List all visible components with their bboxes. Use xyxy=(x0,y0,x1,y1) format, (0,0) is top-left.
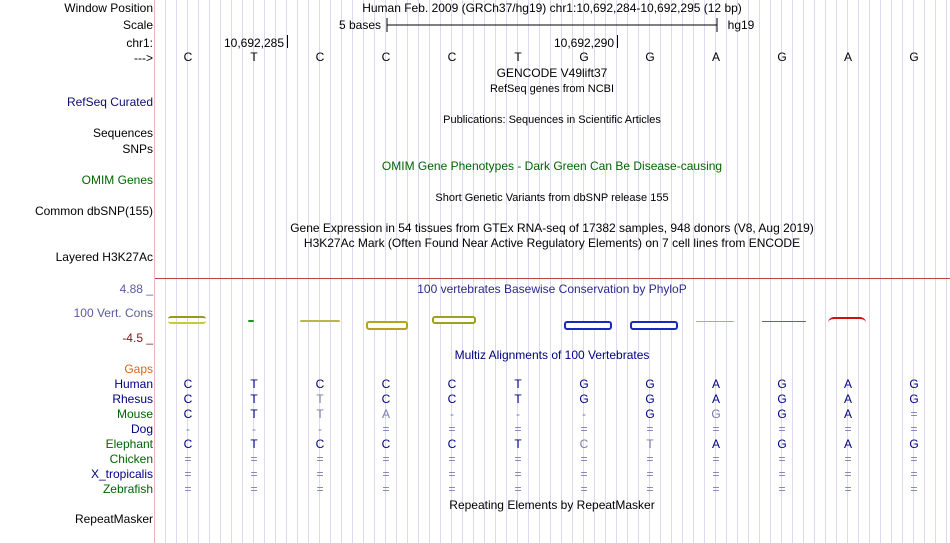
alignment-base: A xyxy=(843,377,852,391)
coordinate-1-tick xyxy=(287,35,288,48)
alignment-base: C xyxy=(447,437,457,451)
grid-line xyxy=(814,0,815,543)
gtex-track-title[interactable]: Gene Expression in 54 tissues from GTEx RNA-seq of 17382 samples, 948 donors (V8, Aug 2019) xyxy=(290,221,814,235)
reference-base: G xyxy=(579,50,589,64)
conservation-logo-4 xyxy=(366,321,408,330)
alignment-base: = xyxy=(448,467,456,481)
reference-base: A xyxy=(843,50,852,64)
conservation-track-label[interactable]: 100 Vert. Cons xyxy=(73,306,153,320)
phylop-track-title[interactable]: 100 vertebrates Basewise Conservation by PhyloP xyxy=(417,282,687,296)
grid-line xyxy=(407,0,408,543)
alignment-base: = xyxy=(514,467,522,481)
alignment-base: = xyxy=(580,422,588,436)
alignment-base: C xyxy=(183,377,193,391)
gaps-label[interactable]: Gaps xyxy=(124,362,153,376)
alignment-base: T xyxy=(316,407,324,421)
conservation-logo-10 xyxy=(828,317,866,323)
alignment-base: = xyxy=(712,482,720,496)
grid-line xyxy=(902,0,903,543)
alignment-base: G xyxy=(777,392,787,406)
alignment-base: = xyxy=(250,452,258,466)
grid-line xyxy=(759,0,760,543)
alignment-base: = xyxy=(382,452,390,466)
alignment-base: C xyxy=(447,377,457,391)
alignment-base: A xyxy=(843,407,852,421)
grid-line xyxy=(352,0,353,543)
omim-track-label[interactable]: OMIM Genes xyxy=(81,173,153,187)
alignment-base: = xyxy=(250,482,258,496)
alignment-base: G xyxy=(579,392,589,406)
grid-line xyxy=(869,0,870,543)
alignment-base: = xyxy=(844,452,852,466)
snps-track-label[interactable]: SNPs xyxy=(122,142,153,156)
grid-line xyxy=(638,0,639,543)
grid-line xyxy=(242,0,243,543)
reference-base: C xyxy=(447,50,457,64)
alignment-base: - xyxy=(450,407,454,421)
alignment-base: = xyxy=(316,467,324,481)
alignment-base: T xyxy=(514,392,522,406)
alignment-base: C xyxy=(381,437,391,451)
grid-line xyxy=(726,0,727,543)
alignment-base: = xyxy=(844,422,852,436)
alignment-base: = xyxy=(448,452,456,466)
reference-base: C xyxy=(183,50,193,64)
scale-bar xyxy=(384,16,720,34)
alignment-base: = xyxy=(514,422,522,436)
grid-line xyxy=(946,0,947,543)
grid-line xyxy=(825,0,826,543)
scale-right-text: hg19 xyxy=(727,18,755,32)
grid-line xyxy=(429,0,430,543)
species-label[interactable]: Chicken xyxy=(109,452,153,466)
conservation-logo-1 xyxy=(168,316,206,324)
refseq-track-subtitle[interactable]: RefSeq genes from NCBI xyxy=(489,83,615,95)
grid-line xyxy=(737,0,738,543)
alignment-base: T xyxy=(646,437,654,451)
phylop-min-label: -4.5 _ xyxy=(122,331,153,345)
alignment-base: A xyxy=(711,377,720,391)
reference-base: G xyxy=(777,50,787,64)
chrom-label: chr1: xyxy=(126,36,153,50)
track-separator-line xyxy=(155,278,950,279)
grid-line xyxy=(264,0,265,543)
alignment-base: T xyxy=(514,377,522,391)
grid-line xyxy=(682,0,683,543)
alignment-base: = xyxy=(712,467,720,481)
coordinate-1: 10,692,285 xyxy=(223,36,285,50)
dbsnp-track-title[interactable]: Short Genetic Variants from dbSNP release 155 xyxy=(435,192,669,204)
alignment-base: = xyxy=(580,467,588,481)
alignment-base: = xyxy=(910,467,918,481)
alignment-base: = xyxy=(778,467,786,481)
alignment-base: T xyxy=(250,392,258,406)
alignment-base: G xyxy=(711,407,721,421)
gencode-track-title[interactable]: GENCODE V49lift37 xyxy=(496,66,608,80)
alignment-base: C xyxy=(315,437,325,451)
conservation-logo-8 xyxy=(696,321,734,322)
conservation-logo-9 xyxy=(762,321,806,322)
scale-left-text: 5 bases xyxy=(338,18,382,32)
grid-line xyxy=(286,0,287,543)
alignment-base: C xyxy=(381,377,391,391)
h3k27ac-track-label[interactable]: Layered H3K27Ac xyxy=(55,250,153,264)
grid-line xyxy=(473,0,474,543)
grid-line xyxy=(220,0,221,543)
grid-line xyxy=(418,0,419,543)
alignment-base: C xyxy=(579,437,589,451)
grid-line xyxy=(484,0,485,543)
alignment-base: = xyxy=(646,422,654,436)
alignment-base: = xyxy=(250,467,258,481)
grid-line xyxy=(616,0,617,543)
alignment-base: = xyxy=(712,452,720,466)
grid-line xyxy=(792,0,793,543)
alignment-base: = xyxy=(580,482,588,496)
grid-line xyxy=(165,0,166,543)
alignment-base: = xyxy=(778,422,786,436)
publications-track-title[interactable]: Publications: Sequences in Scientific Articles xyxy=(443,114,661,126)
coordinate-2-tick xyxy=(617,35,618,48)
grid-line xyxy=(704,0,705,543)
alignment-base: G xyxy=(777,437,787,451)
grid-line xyxy=(231,0,232,543)
alignment-base: - xyxy=(186,422,190,436)
grid-line xyxy=(297,0,298,543)
repeatmasker-track-title[interactable]: Repeating Elements by RepeatMasker xyxy=(449,498,655,512)
alignment-base: - xyxy=(516,407,520,421)
alignment-base: T xyxy=(514,437,522,451)
alignment-base: G xyxy=(579,377,589,391)
alignment-base: = xyxy=(646,482,654,496)
label-divider xyxy=(154,0,155,543)
grid-line xyxy=(330,0,331,543)
alignment-base: - xyxy=(318,422,322,436)
grid-line xyxy=(308,0,309,543)
grid-line xyxy=(748,0,749,543)
strand-arrow-label[interactable]: ---> xyxy=(134,51,153,65)
phylop-max-label: 4.88 _ xyxy=(119,282,153,296)
alignment-base: = xyxy=(844,482,852,496)
multiz-track-title[interactable]: Multiz Alignments of 100 Vertebrates xyxy=(454,348,650,362)
grid-line xyxy=(462,0,463,543)
grid-line xyxy=(363,0,364,543)
alignment-base: = xyxy=(184,467,192,481)
alignment-base: G xyxy=(645,377,655,391)
alignment-base: C xyxy=(183,407,193,421)
grid-line xyxy=(770,0,771,543)
repeatmasker-track-label[interactable]: RepeatMasker xyxy=(74,512,153,526)
grid-line xyxy=(275,0,276,543)
grid-line xyxy=(891,0,892,543)
reference-base: G xyxy=(909,50,919,64)
refseq-track-label[interactable]: RefSeq Curated xyxy=(66,95,153,109)
alignment-base: A xyxy=(843,392,852,406)
alignment-base: C xyxy=(315,377,325,391)
scale-label: Scale xyxy=(122,18,153,32)
alignment-base: = xyxy=(382,467,390,481)
alignment-base: = xyxy=(382,422,390,436)
species-label[interactable]: Mouse xyxy=(116,407,153,421)
grid-line xyxy=(209,0,210,543)
conservation-logo-2 xyxy=(248,320,254,322)
alignment-base: = xyxy=(184,452,192,466)
alignment-base: = xyxy=(910,407,918,421)
alignment-base: T xyxy=(250,377,258,391)
alignment-base: = xyxy=(316,482,324,496)
alignment-base: = xyxy=(514,452,522,466)
alignment-base: C xyxy=(381,392,391,406)
grid-line xyxy=(935,0,936,543)
window-position-text: Human Feb. 2009 (GRCh37/hg19) chr1:10,692,284-10,692,295 (12 bp) xyxy=(362,1,742,15)
h3k27ac-track-title[interactable]: H3K27Ac Mark (Often Found Near Active Regulatory Elements) on 7 cell lines from ENCODE xyxy=(303,236,801,250)
species-label[interactable]: Zebrafish xyxy=(102,482,153,496)
dbsnp-track-label[interactable]: Common dbSNP(155) xyxy=(34,204,153,218)
alignment-base: A xyxy=(711,392,720,406)
alignment-base: C xyxy=(447,392,457,406)
alignment-base: = xyxy=(448,422,456,436)
alignment-base: = xyxy=(910,422,918,436)
alignment-base: = xyxy=(910,482,918,496)
alignment-base: G xyxy=(645,407,655,421)
grid-line xyxy=(176,0,177,543)
alignment-base: T xyxy=(250,407,258,421)
species-label[interactable]: Rhesus xyxy=(112,392,153,406)
grid-line xyxy=(836,0,837,543)
grid-line xyxy=(803,0,804,543)
species-label[interactable]: Human xyxy=(114,377,153,391)
grid-line xyxy=(693,0,694,543)
alignment-base: G xyxy=(645,392,655,406)
grid-line xyxy=(924,0,925,543)
alignment-base: G xyxy=(909,392,919,406)
reference-base: T xyxy=(250,50,258,64)
species-label[interactable]: Dog xyxy=(130,422,153,436)
reference-base: A xyxy=(711,50,720,64)
alignment-base: = xyxy=(580,452,588,466)
alignment-base: A xyxy=(711,437,720,451)
alignment-base: = xyxy=(844,467,852,481)
alignment-base: = xyxy=(184,482,192,496)
reference-base: C xyxy=(381,50,391,64)
grid-line xyxy=(396,0,397,543)
conservation-logo-6 xyxy=(564,321,612,330)
grid-line xyxy=(627,0,628,543)
reference-base: T xyxy=(514,50,522,64)
reference-base: G xyxy=(645,50,655,64)
alignment-base: = xyxy=(712,422,720,436)
alignment-base: G xyxy=(909,437,919,451)
alignment-base: = xyxy=(646,467,654,481)
alignment-base: T xyxy=(316,392,324,406)
grid-line xyxy=(880,0,881,543)
alignment-base: A xyxy=(843,437,852,451)
species-label[interactable]: Elephant xyxy=(105,437,153,451)
alignment-base: = xyxy=(646,452,654,466)
alignment-base: A xyxy=(381,407,390,421)
alignment-base: = xyxy=(316,452,324,466)
sequences-track-label[interactable]: Sequences xyxy=(92,126,153,140)
coordinate-2: 10,692,290 xyxy=(553,36,615,50)
window-position-label: Window Position xyxy=(64,1,153,15)
alignment-base: C xyxy=(183,392,193,406)
alignment-base: G xyxy=(777,377,787,391)
grid-line xyxy=(198,0,199,543)
alignment-base: = xyxy=(448,482,456,496)
reference-base: C xyxy=(315,50,325,64)
species-label[interactable]: X_tropicalis xyxy=(90,467,153,481)
conservation-logo-7 xyxy=(630,321,678,330)
alignment-base: = xyxy=(778,482,786,496)
conservation-logo-3 xyxy=(300,320,340,322)
alignment-base: = xyxy=(514,482,522,496)
grid-line xyxy=(671,0,672,543)
grid-line xyxy=(858,0,859,543)
alignment-base: = xyxy=(382,482,390,496)
alignment-base: = xyxy=(910,452,918,466)
alignment-base: T xyxy=(250,437,258,451)
grid-line xyxy=(440,0,441,543)
grid-line xyxy=(660,0,661,543)
omim-track-title[interactable]: OMIM Gene Phenotypes - Dark Green Can Be Disease-causing xyxy=(381,159,723,173)
conservation-logo-5 xyxy=(432,316,476,324)
alignment-base: = xyxy=(778,452,786,466)
alignment-base: - xyxy=(252,422,256,436)
grid-line xyxy=(341,0,342,543)
alignment-base: - xyxy=(582,407,586,421)
alignment-base: G xyxy=(777,407,787,421)
grid-line xyxy=(374,0,375,543)
alignment-base: C xyxy=(183,437,193,451)
alignment-base: G xyxy=(909,377,919,391)
